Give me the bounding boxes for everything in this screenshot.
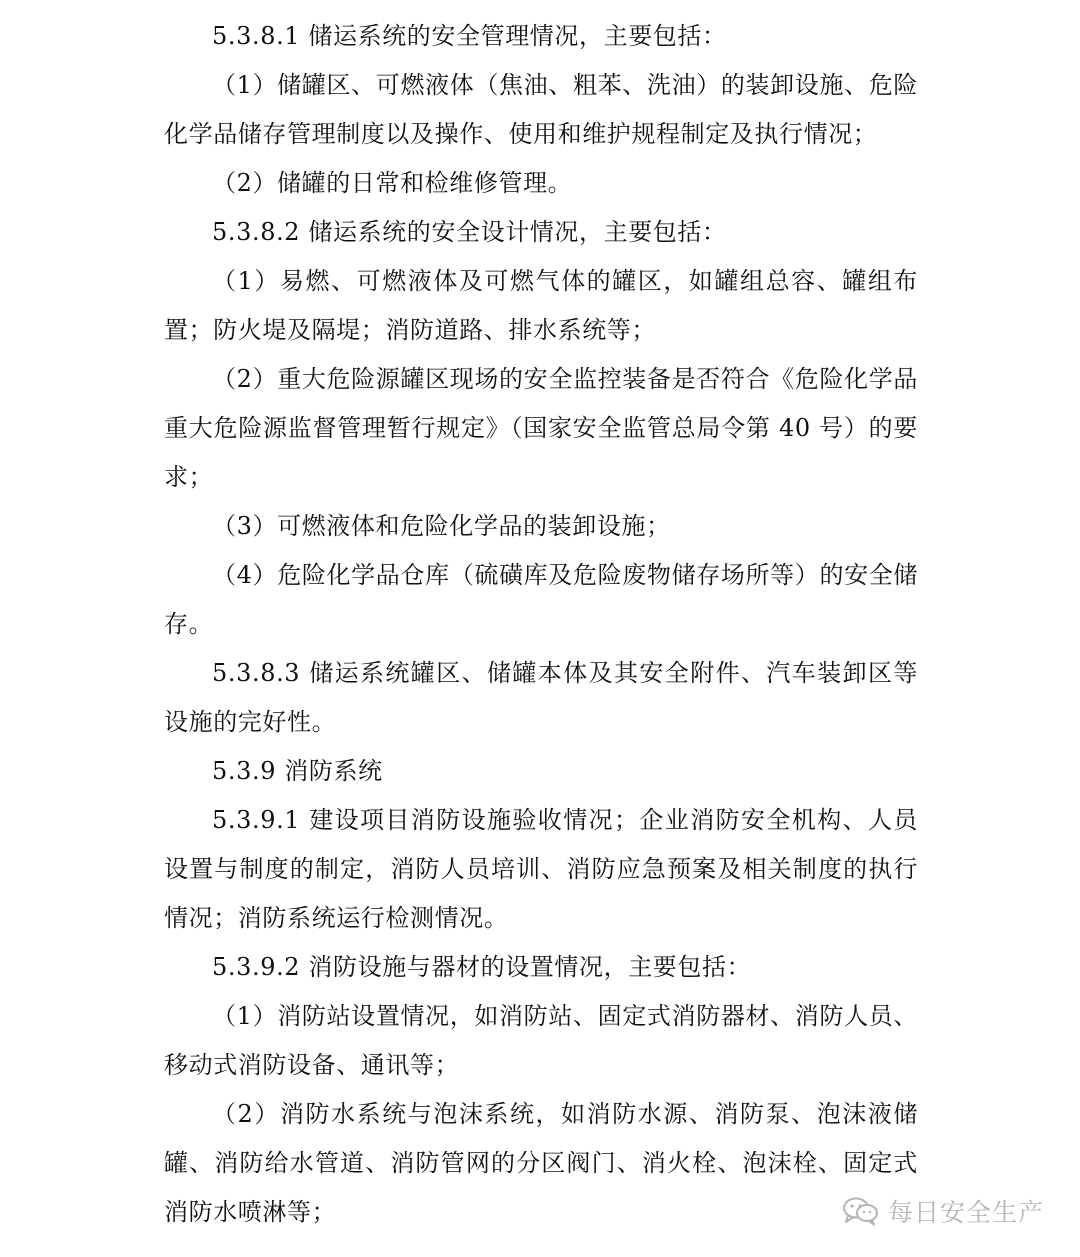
list-item-storage-tank-area: （1）储罐区、可燃液体（焦油、粗苯、洗油）的装卸设施、危险化学品储存管理制度以及操作、使用和维护规程制定及执行情况；	[164, 71, 918, 148]
list-item-tank-maintenance: （2）储罐的日常和检维修管理。	[212, 169, 573, 197]
list-item-chemical-warehouse: （4）危险化学品仓库（硫磺库及危险废物储存场所等）的安全储存。	[164, 561, 918, 638]
wechat-icon	[842, 1196, 880, 1226]
list-item-fire-water-system: （2）消防水系统与泡沫系统，如消防水源、消防泵、泡沫液储罐、消防给水管道、消防管网的分区阀门、消火栓、泡沫栓、固定式消防水喷淋等；	[164, 1100, 918, 1226]
section-5-3-9-heading: 5.3.9 消防系统	[212, 757, 383, 785]
watermark-text: 每日安全生产	[887, 1198, 1044, 1227]
section-5-3-9-2-heading: 5.3.9.2 消防设施与器材的设置情况，主要包括：	[212, 953, 752, 981]
watermark	[842, 1193, 1044, 1229]
list-item-loading-facilities: （3）可燃液体和危险化学品的装卸设施；	[212, 512, 671, 540]
list-item-fire-station: （1）消防站设置情况，如消防站、固定式消防器材、消防人员、移动式消防设备、通讯等；	[164, 1002, 918, 1079]
section-5-3-8-1-heading: 5.3.8.1 储运系统的安全管理情况，主要包括：	[212, 22, 727, 50]
document-body	[164, 12, 918, 1237]
section-5-3-8-3-text: 5.3.8.3 储运系统罐区、储罐本体及其安全附件、汽车装卸区等设施的完好性。	[164, 659, 918, 736]
section-5-3-8-2-heading: 5.3.8.2 储运系统的安全设计情况，主要包括：	[212, 218, 727, 246]
section-5-3-9-1-text: 5.3.9.1 建设项目消防设施验收情况；企业消防安全机构、人员设置与制度的制定，消防人员培训、消防应急预案及相关制度的执行情况；消防系统运行检测情况。	[164, 806, 918, 932]
list-item-hazard-monitoring: （2）重大危险源罐区现场的安全监控装备是否符合《危险化学品重大危险源监督管理暂行规定》（国家安全监管总局令第 40 号）的要求；	[164, 365, 918, 491]
list-item-tank-area-design: （1）易燃、可燃液体及可燃气体的罐区，如罐组总容、罐组布置；防火堤及隔堤；消防道路、排水系统等；	[164, 267, 918, 344]
